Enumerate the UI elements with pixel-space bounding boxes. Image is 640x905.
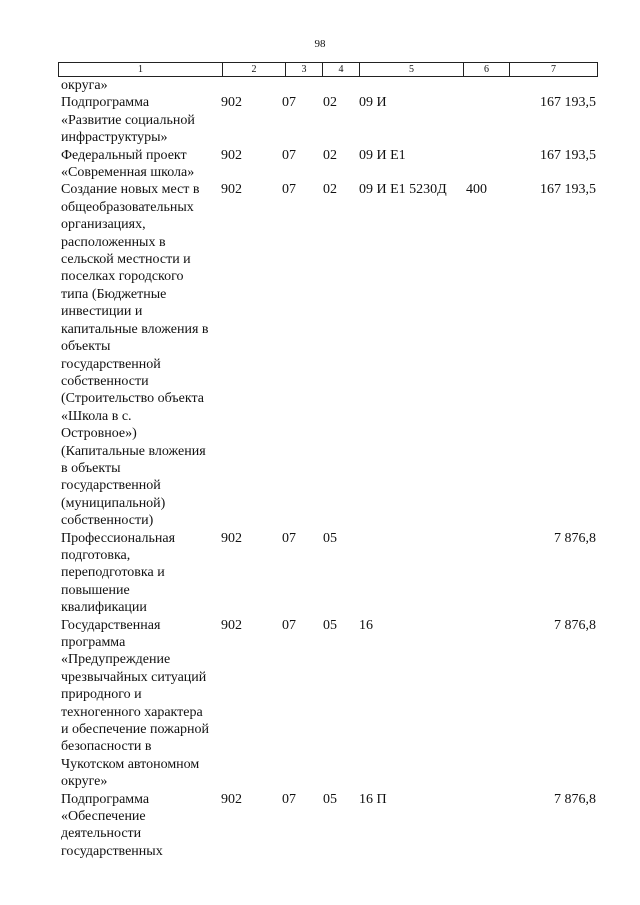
row-c5: 16 (359, 617, 373, 633)
row-name-line: Подпрограмма (61, 95, 150, 111)
row-name-line: Подпрограмма (61, 791, 150, 807)
header-col-6: 6 (463, 63, 509, 76)
row-name-line: собственности (61, 373, 149, 389)
row-name-line: округе» (61, 774, 108, 790)
row-name-line: Островное») (61, 426, 137, 442)
header-col-7: 7 (509, 63, 597, 76)
budget-table (58, 62, 598, 860)
row-name-line: типа (Бюджетные (61, 286, 167, 302)
row-name-line: государственной (61, 478, 161, 494)
row-name (61, 181, 219, 529)
row-c2: 902 (221, 617, 242, 633)
table-row (58, 147, 598, 182)
row-name-line: округа» (61, 78, 108, 93)
table-row (58, 791, 598, 861)
row-name-line: Профессиональная (61, 530, 176, 546)
row-name (61, 791, 219, 861)
row-name (61, 147, 219, 182)
row-c5: 09 И Е1 5230Д (359, 182, 447, 198)
row-name-line: капитальные вложения в (61, 321, 209, 337)
row-name-line: инвестиции и (61, 304, 143, 320)
row-name-line: Создание новых мест в (61, 182, 200, 198)
row-c2: 902 (221, 791, 242, 807)
row-name (61, 617, 219, 791)
row-name-line: (муниципальной) (61, 495, 166, 511)
row-name-line: общеобразовательных (61, 199, 194, 215)
row-name-line: сельской местности и (61, 252, 191, 268)
table-body (58, 77, 598, 860)
table-row (58, 181, 598, 529)
row-name-line: повышение (61, 582, 130, 598)
row-c4: 05 (323, 530, 337, 546)
row-c2: 902 (221, 95, 242, 111)
row-name-line: деятельности (61, 826, 142, 842)
row-name-line: государственных (61, 843, 163, 859)
row-c4: 02 (323, 95, 337, 111)
row-name-line: и обеспечение пожарной (61, 722, 210, 738)
row-name-line: подготовка, (61, 547, 131, 563)
row-name-line: техногенного характера (61, 704, 203, 720)
row-name-line: «Предупреждение (61, 652, 171, 668)
row-c7: 167 193,5 (540, 95, 596, 111)
row-c7: 7 876,8 (554, 617, 596, 633)
row-name-line: собственности) (61, 513, 154, 529)
row-name-line: «Обеспечение (61, 809, 146, 825)
row-c4: 05 (323, 617, 337, 633)
row-name-line: Государственная (61, 617, 161, 633)
row-name-line: природного и (61, 687, 142, 703)
table-row (58, 77, 598, 94)
row-c5: 16 П (359, 791, 387, 807)
row-c4: 05 (323, 791, 337, 807)
row-c2: 902 (221, 530, 242, 546)
row-c7: 7 876,8 (554, 791, 596, 807)
row-c3: 07 (282, 95, 296, 111)
header-col-1: 1 (138, 64, 143, 75)
row-name-line: программа (61, 635, 126, 650)
row-c7: 167 193,5 (540, 182, 596, 198)
header-col-2: 2 (222, 63, 285, 76)
row-name-line: квалификации (61, 600, 147, 616)
row-c7: 7 876,8 (554, 530, 596, 546)
header-col-3: 3 (285, 63, 322, 76)
row-name-line: переподготовка и (61, 565, 165, 581)
row-name-line: организациях, (61, 217, 146, 233)
table-row (58, 530, 598, 617)
table-header (58, 62, 598, 77)
row-name-line: поселках городского (61, 269, 184, 285)
row-name-line: Федеральный проект (61, 147, 187, 163)
page-number: 98 (314, 38, 326, 50)
row-name-line: Чукотском автономном (61, 756, 200, 772)
table-row (58, 617, 598, 791)
row-name-line: «Развитие социальной (61, 112, 195, 128)
row-name-line: безопасности в (61, 739, 152, 755)
header-col-4: 4 (322, 63, 359, 76)
row-c7: 167 193,5 (540, 147, 596, 163)
row-c3: 07 (282, 147, 296, 163)
row-c2: 902 (221, 147, 242, 163)
row-c3: 07 (282, 791, 296, 807)
row-name-line: чрезвычайных ситуаций (61, 669, 207, 685)
row-name-line: объекты (61, 339, 111, 355)
row-c3: 07 (282, 182, 296, 198)
header-col-5: 5 (359, 63, 463, 76)
row-name (61, 77, 219, 94)
row-name-line: государственной (61, 356, 161, 372)
row-name-line: инфраструктуры» (61, 130, 168, 146)
row-name-line: расположенных в (61, 234, 166, 250)
row-c3: 07 (282, 530, 296, 546)
row-name (61, 94, 219, 146)
row-c5: 09 И Е1 (359, 147, 406, 163)
row-c4: 02 (323, 182, 337, 198)
table-row (58, 94, 598, 146)
row-c2: 902 (221, 182, 242, 198)
row-name-line: (Строительство объекта (61, 391, 204, 407)
row-c3: 07 (282, 617, 296, 633)
row-c5: 09 И (359, 95, 387, 111)
row-name-line: в объекты (61, 460, 121, 476)
row-c6: 400 (466, 182, 487, 198)
row-name (61, 530, 219, 617)
row-name-line: «Школа в с. (61, 408, 132, 424)
row-name-line: «Современная школа» (61, 165, 195, 181)
row-name-line: (Капитальные вложения (61, 443, 206, 459)
row-c4: 02 (323, 147, 337, 163)
